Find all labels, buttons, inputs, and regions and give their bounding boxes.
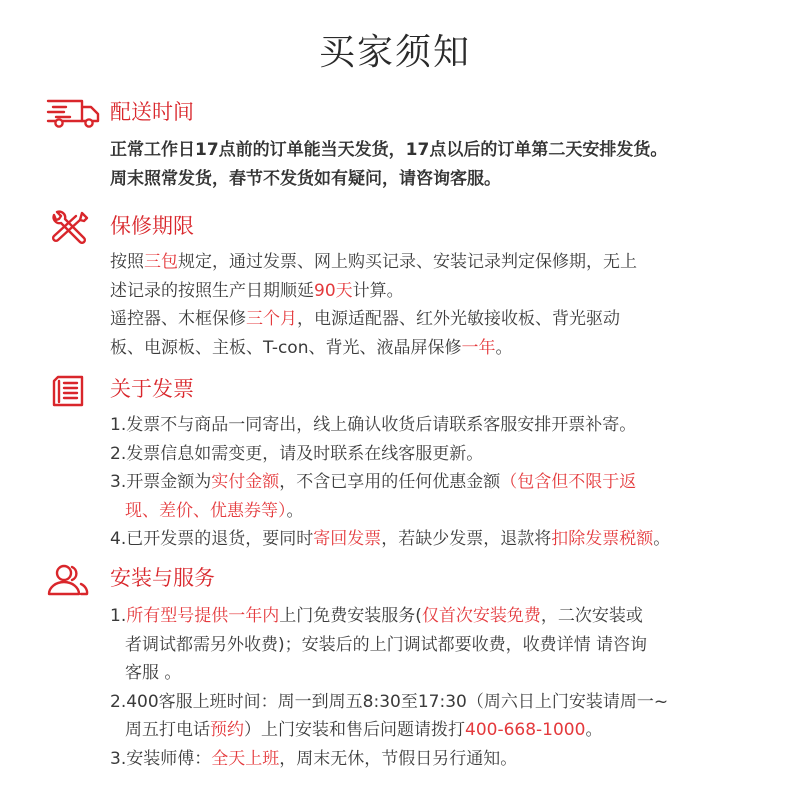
invoice-item-4: 4.已开发票的退货，要同时寄回发票，若缺少发票，退款将扣除发票税额。 — [110, 529, 671, 549]
document-list-icon — [44, 373, 102, 407]
service-section — [44, 562, 764, 773]
warranty-paragraph-1: 按照三包规定，通过发票、网上购买记录、安装记录判定保修期，无上 述记录的按照生产日期顺延90天计算。 — [110, 252, 637, 301]
delivery-section — [44, 96, 764, 193]
service-title: 安装与服务 — [110, 566, 215, 590]
service-item-2: 2.400客服上班时间：周一到周五8:30至17:30（周六日上门安装请周一~ 周五打电话预约）上门安装和售后问题请拨打400-668-1000。 — [110, 691, 669, 740]
warranty-title: 保修期限 — [110, 214, 194, 238]
delivery-line-2: 周末照常发货，春节不发货如有疑问，请咨询客服。 — [110, 168, 501, 189]
warranty-paragraph-2: 遥控器、木框保修三个月，电源适配器、红外光敏接收板、背光驱动 板、电源板、主板、T-con、背光、液晶屏保修一年。 — [110, 309, 620, 358]
invoice-item-1: 1.发票不与商品一同寄出，线上确认收货后请联系客服安排开票补寄。 — [110, 415, 637, 435]
service-item-3: 3.安装师傅：全天上班，周末无休，节假日另行通知。 — [110, 748, 518, 769]
users-icon — [44, 562, 102, 596]
invoice-title: 关于发票 — [110, 377, 194, 401]
delivery-truck-icon — [44, 96, 102, 130]
invoice-item-2: 2.发票信息如需变更，请及时联系在线客服更新。 — [110, 443, 484, 464]
warranty-section — [44, 210, 764, 362]
wrench-screwdriver-icon — [44, 210, 102, 244]
delivery-line-1: 正常工作日17点前的订单能当天发货，17点以后的订单第二天安排发货。 — [110, 140, 668, 160]
invoice-section — [44, 373, 764, 554]
invoice-item-3: 3.开票金额为实付金额，不含已享用的任何优惠金额（包含但不限于返 现、差价、优惠券等）。 — [110, 472, 637, 521]
service-item-1: 1.所有型号提供一年内上门免费安装服务(仅首次安装免费，二次安装或 者调试都需另外收费)；安装后的上门调试都要收费，收费详情 请咨询 客服 。 — [110, 606, 648, 683]
page-title: 买家须知 — [318, 32, 471, 73]
delivery-title: 配送时间 — [110, 100, 194, 124]
